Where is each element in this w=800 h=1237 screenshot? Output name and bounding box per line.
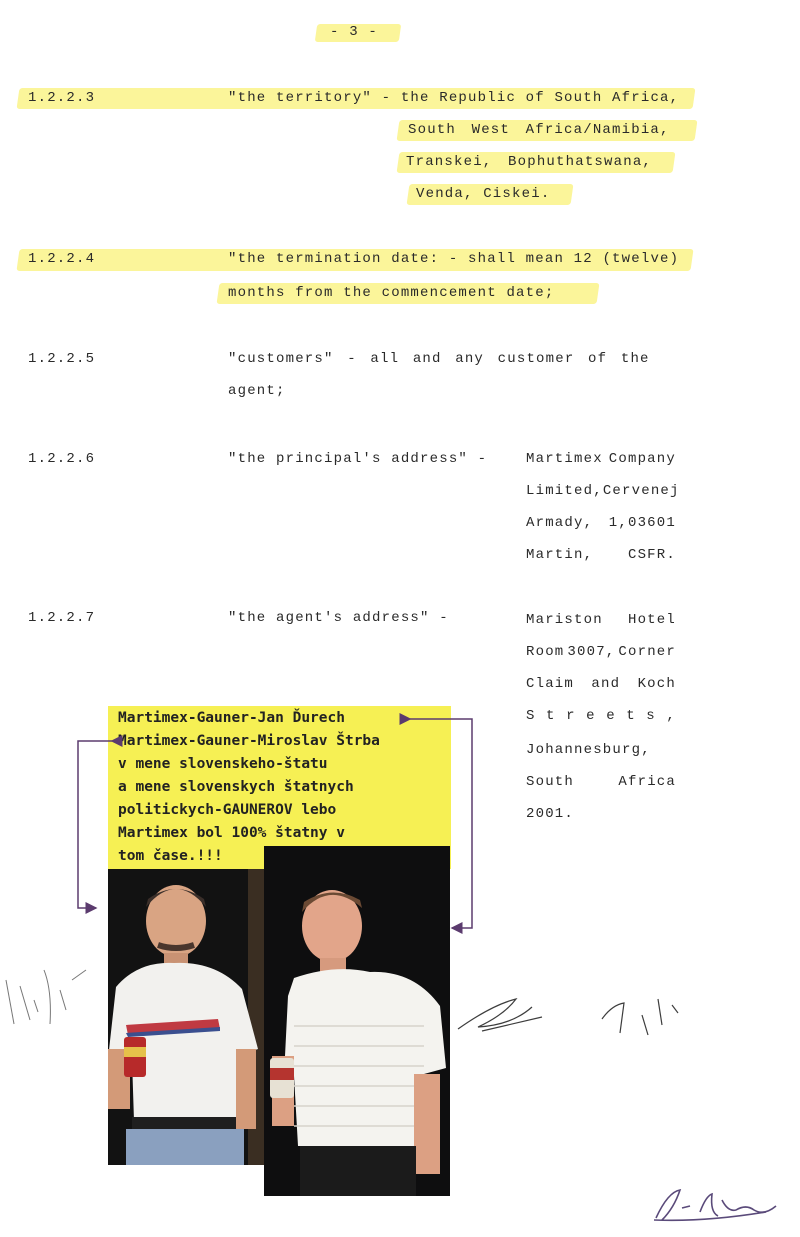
annotation-line: Martimex-Gauner-Miroslav Štrba xyxy=(118,733,380,749)
annotation-line: politickych-GAUNEROV lebo xyxy=(118,802,337,818)
clause-number: 1.2.2.5 xyxy=(28,351,96,367)
signature-initials xyxy=(452,985,692,1055)
address-line: 2001. xyxy=(526,806,575,822)
clause-number: 1.2.2.4 xyxy=(28,251,96,267)
signature xyxy=(646,1182,786,1226)
clause-continuation: Transkei, Bophuthatswana, xyxy=(406,154,653,170)
address-line: Claim and Koch xyxy=(526,676,676,692)
address-line: Mariston Hotel xyxy=(526,612,676,628)
annotation-line: v mene slovenskeho-štatu xyxy=(118,756,328,772)
photo-left xyxy=(108,869,264,1165)
annotation-line: Martimex-Gauner-Jan Ďurech xyxy=(118,710,345,726)
annotation-line: Martimex bol 100% štatny v xyxy=(118,825,345,841)
address-line: Martimex Company xyxy=(526,451,676,467)
clause-term: "the territory" - the Republic of South Africa, xyxy=(228,90,680,106)
clause-term: "the termination date: - shall mean 12 (twelve) xyxy=(228,251,680,267)
clause-number: 1.2.2.7 xyxy=(28,610,96,626)
clause-term: "customers" - all and any customer of the xyxy=(228,351,650,367)
address-line: Martin, CSFR. xyxy=(526,547,676,563)
person-photo-left xyxy=(108,869,264,1165)
person-photo-right xyxy=(264,846,450,1196)
address-line: S t r e e t s , xyxy=(526,708,676,724)
address-line: Room 3007, Corner xyxy=(526,644,676,660)
clause-term: "the agent's address" - xyxy=(228,610,449,626)
address-line: Johannesburg, xyxy=(526,742,651,758)
address-line: Armady, 1,03601 xyxy=(526,515,676,531)
scribble-marks xyxy=(0,950,110,1040)
photo-right xyxy=(264,846,450,1196)
address-line: Limited, Cervenej xyxy=(526,483,680,499)
clause-term: "the principal's address" - xyxy=(228,451,488,467)
annotation-line: a mene slovenskych štatnych xyxy=(118,779,354,795)
address-line: South Africa xyxy=(526,774,676,790)
page-number: - 3 - xyxy=(330,24,379,40)
clause-number: 1.2.2.3 xyxy=(28,90,96,106)
clause-continuation: months from the commencement date; xyxy=(228,285,555,301)
clause-continuation: South West Africa/Namibia, xyxy=(408,122,670,138)
clause-continuation: agent; xyxy=(228,383,286,399)
clause-continuation: Venda, Ciskei. xyxy=(416,186,551,202)
clause-number: 1.2.2.6 xyxy=(28,451,96,467)
annotation-line: tom čase.!!! xyxy=(118,848,223,864)
